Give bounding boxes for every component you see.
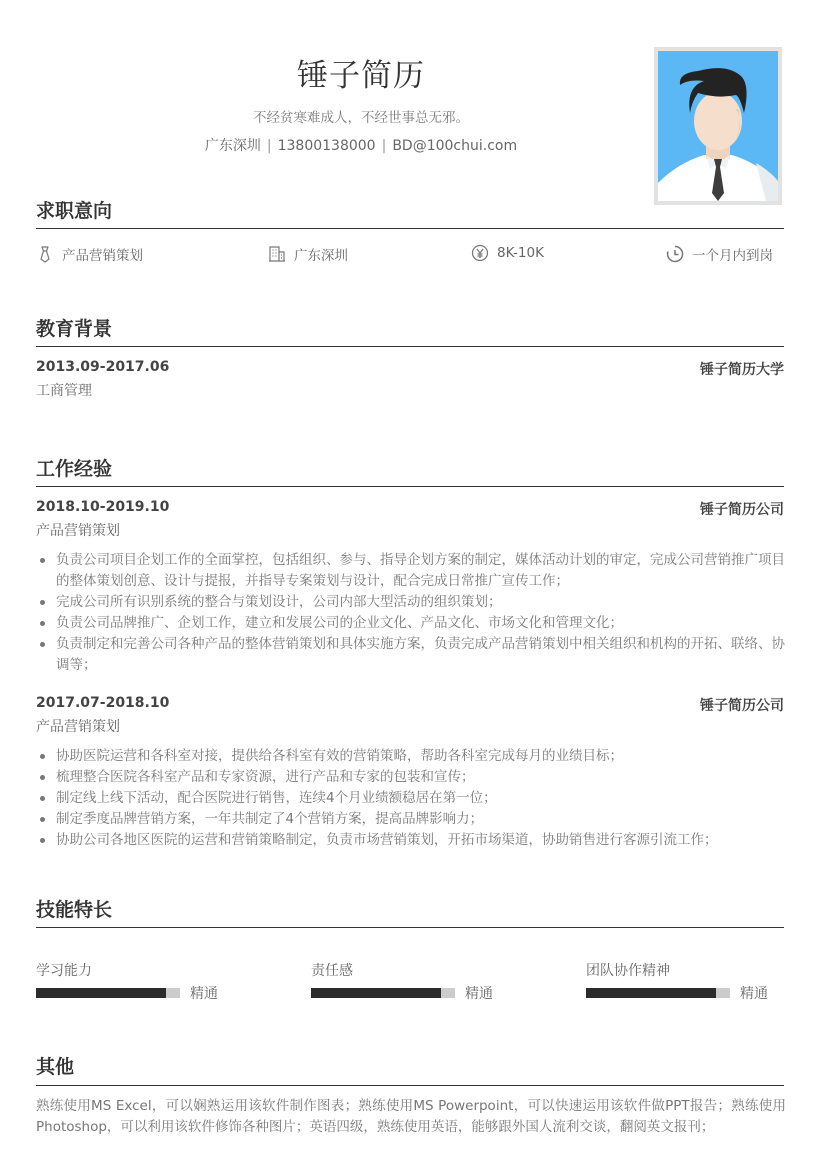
avatar-photo-icon bbox=[658, 51, 778, 201]
skill-bar bbox=[586, 988, 730, 998]
skill-level: 精通 bbox=[190, 986, 218, 1002]
skill-level: 精通 bbox=[740, 986, 768, 1002]
section-divider bbox=[36, 486, 784, 487]
yen-icon bbox=[471, 244, 489, 262]
list-item: 制定线上线下活动，配合医院进行销售，连续4个月业绩额稳居在第一位； bbox=[36, 788, 786, 809]
intent-position-label: 产品营销策划 bbox=[62, 248, 143, 264]
section-title-intent: 求职意向 bbox=[36, 200, 113, 222]
skill-bar bbox=[311, 988, 455, 998]
list-item: 协助公司各地区医院的运营和营销策略制定，负责市场营销策划，开拓市场渠道，协助销售进行客源引流工作； bbox=[36, 830, 786, 851]
education-school: 锤子简历大学 bbox=[700, 362, 784, 378]
section-divider bbox=[36, 927, 784, 928]
tie-icon bbox=[36, 245, 54, 263]
skill-name: 责任感 bbox=[311, 963, 353, 979]
intent-salary bbox=[471, 244, 544, 262]
skill-level: 精通 bbox=[465, 986, 493, 1002]
contact-location: 广东深圳 bbox=[204, 138, 261, 154]
clock-icon bbox=[666, 245, 684, 263]
intent-availability-label: 一个月内到岗 bbox=[692, 248, 773, 264]
candidate-name: 锤子简历 bbox=[297, 58, 425, 94]
work-date: 2018.10-2019.10 bbox=[36, 499, 170, 515]
skill-bar-fill bbox=[36, 988, 166, 998]
list-item: 协助医院运营和各科室对接，提供给各科室有效的营销策略，帮助各科室完成每月的业绩目标； bbox=[36, 746, 786, 767]
section-title-skills: 技能特长 bbox=[36, 899, 113, 921]
other-description: 熟练使用MS Excel，可以娴熟运用该软件制作图表；熟练使用MS Powerpoint，可以快速运用该软件做PPT报告；熟练使用Photoshop，可以利用该软件修饰各种图片；英语四级，熟练使用英语，能够跟外国人流利交谈，翻阅英文报刊； bbox=[36, 1098, 786, 1135]
section-title-work: 工作经验 bbox=[36, 458, 113, 480]
education-major: 工商管理 bbox=[36, 383, 92, 399]
work-role: 产品营销策划 bbox=[36, 719, 120, 735]
list-item: 负责公司项目企划工作的全面掌控，包括组织、参与、指导企划方案的制定，媒体活动计划的审定，完成公司营销推广项目的整体策划创意、设计与提报，并指导专案策划与设计，配合完成日常推广宣传工作； bbox=[36, 550, 786, 592]
intent-city-label: 广东深圳 bbox=[294, 248, 348, 264]
intent-city bbox=[268, 244, 348, 264]
skill-name: 团队协作精神 bbox=[586, 963, 670, 979]
skill-name: 学习能力 bbox=[36, 963, 92, 979]
work-date: 2017.07-2018.10 bbox=[36, 695, 170, 711]
contact-phone: 13800138000 bbox=[277, 138, 376, 154]
list-item: 完成公司所有识别系统的整合与策划设计，公司内部大型活动的组织策划； bbox=[36, 592, 786, 613]
motto: 不经贫寒难成人，不经世事总无邪。 bbox=[253, 110, 469, 126]
list-item: 制定季度品牌营销方案，一年共制定了4个营销方案，提高品牌影响力； bbox=[36, 809, 786, 830]
intent-availability bbox=[666, 244, 773, 264]
work-role: 产品营销策划 bbox=[36, 523, 120, 539]
skill-bar-fill bbox=[586, 988, 716, 998]
building-icon bbox=[268, 245, 286, 263]
skill-item bbox=[36, 960, 256, 1003]
skill-bar bbox=[36, 988, 180, 998]
contact-line bbox=[160, 135, 562, 155]
intent-salary-label: 8K-10K bbox=[497, 245, 544, 261]
list-item: 负责公司品牌推广、企划工作，建立和发展公司的企业文化、产品文化、市场文化和管理文化； bbox=[36, 613, 786, 634]
skill-item bbox=[586, 960, 806, 1003]
list-item: 负责制定和完善公司各种产品的整体营销策划和具体实施方案，负责完成产品营销策划中相关组织和机构的开拓、联络、协调等； bbox=[36, 634, 786, 676]
education-date: 2013.09-2017.06 bbox=[36, 359, 170, 375]
work-company: 锤子简历公司 bbox=[700, 502, 784, 518]
list-item: 梳理整合医院各科室产品和专家资源，进行产品和专家的包装和宣传； bbox=[36, 767, 786, 788]
work-company: 锤子简历公司 bbox=[700, 698, 784, 714]
work-bullet-list bbox=[36, 550, 786, 676]
contact-separator: | bbox=[266, 138, 272, 154]
section-title-other: 其他 bbox=[36, 1056, 75, 1078]
section-divider bbox=[36, 1085, 784, 1086]
skill-item bbox=[311, 960, 531, 1003]
work-bullet-list bbox=[36, 746, 786, 851]
section-divider bbox=[36, 228, 784, 229]
avatar bbox=[654, 47, 782, 205]
contact-email: BD@100chui.com bbox=[392, 138, 518, 154]
section-title-education: 教育背景 bbox=[36, 318, 113, 340]
contact-separator: | bbox=[381, 138, 387, 154]
skill-bar-fill bbox=[311, 988, 441, 998]
intent-position bbox=[36, 244, 143, 264]
section-divider bbox=[36, 346, 784, 347]
